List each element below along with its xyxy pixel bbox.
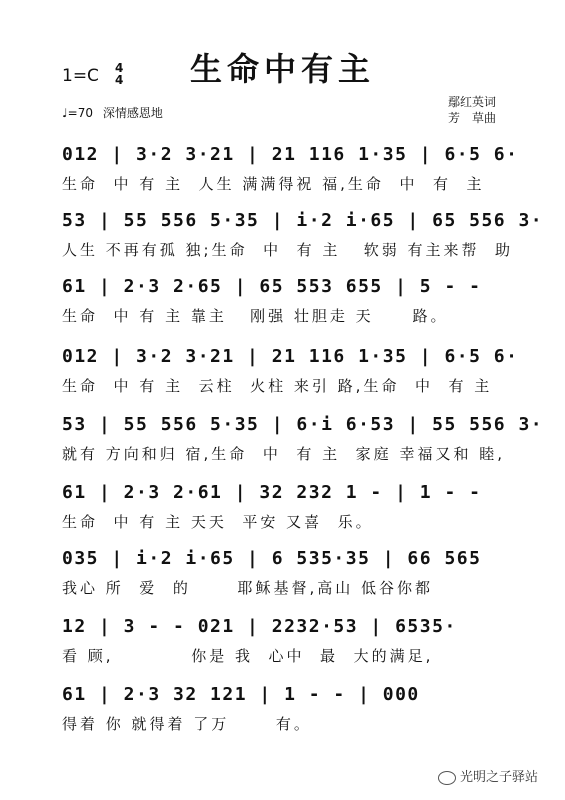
song-title: 生命中有主 xyxy=(189,50,375,88)
lyric-line: 看 顾, 你是 我 心中 最 大的满足, xyxy=(62,647,434,665)
music-system xyxy=(0,680,565,766)
notation-line: 61 | 2·3 32 121 | 1 - - | 000 xyxy=(62,684,420,705)
notation-line: 61 | 2·3 2·65 | 65 553 655 | 5 - - xyxy=(62,276,482,297)
wechat-icon xyxy=(438,771,456,785)
notation-line: 012 | 3·2 3·21 | 21 116 1·35 | 6·5 6· xyxy=(62,346,519,367)
lyric-line: 生命 中 有 主 云柱 火柱 来引 路,生命 中 有 主 xyxy=(62,377,493,395)
lyric-line: 生命 中 有 主 靠主 刚强 壮胆走 天 路。 xyxy=(62,307,449,325)
key-signature: 1=C xyxy=(62,66,99,86)
notation-line: 035 | i·2 i·65 | 6 535·35 | 66 565 xyxy=(62,548,482,569)
notation-line: 012 | 3·2 3·21 | 21 116 1·35 | 6·5 6· xyxy=(62,144,519,165)
lyric-line: 生命 中 有 主 天天 平安 又喜 乐。 xyxy=(62,513,374,531)
watermark xyxy=(438,766,538,785)
time-signature-bottom: 4 xyxy=(115,73,124,87)
credits xyxy=(448,94,496,126)
expression-marking: 深情感恩地 xyxy=(102,106,163,120)
time-signature-top: 4 xyxy=(115,61,124,75)
tempo-marking xyxy=(62,104,163,121)
lyricist: 鄢红英词 xyxy=(448,95,497,109)
notation-line: 53 | 55 556 5·35 | 6·i 6·53 | 55 556 3· xyxy=(62,414,544,435)
lyric-line: 生命 中 有 主 人生 满满得祝 福,生命 中 有 主 xyxy=(62,175,485,193)
lyric-line: 我心 所 爱 的 耶稣基督,高山 低谷你都 xyxy=(62,579,433,597)
lyric-line: 人生 不再有孤 独;生命 中 有 主 软弱 有主来帮 助 xyxy=(62,241,514,259)
notation-line: 53 | 55 556 5·35 | i·2 i·65 | 65 556 3· xyxy=(62,210,544,231)
notation-line: 61 | 2·3 2·61 | 32 232 1 - | 1 - - xyxy=(62,482,482,503)
lyric-line: 就有 方向和归 宿,生命 中 有 主 家庭 幸福又和 睦, xyxy=(62,445,505,463)
notation-line: 12 | 3 - - 021 | 2232·53 | 6535· xyxy=(62,616,457,637)
composer: 芳 草曲 xyxy=(448,111,497,125)
time-signature xyxy=(115,62,123,86)
watermark-text: 光明之子驿站 xyxy=(460,770,539,785)
lyric-line: 得着 你 就得着 了万 有。 xyxy=(62,715,312,733)
tempo-value: ♩=70 xyxy=(62,106,93,120)
